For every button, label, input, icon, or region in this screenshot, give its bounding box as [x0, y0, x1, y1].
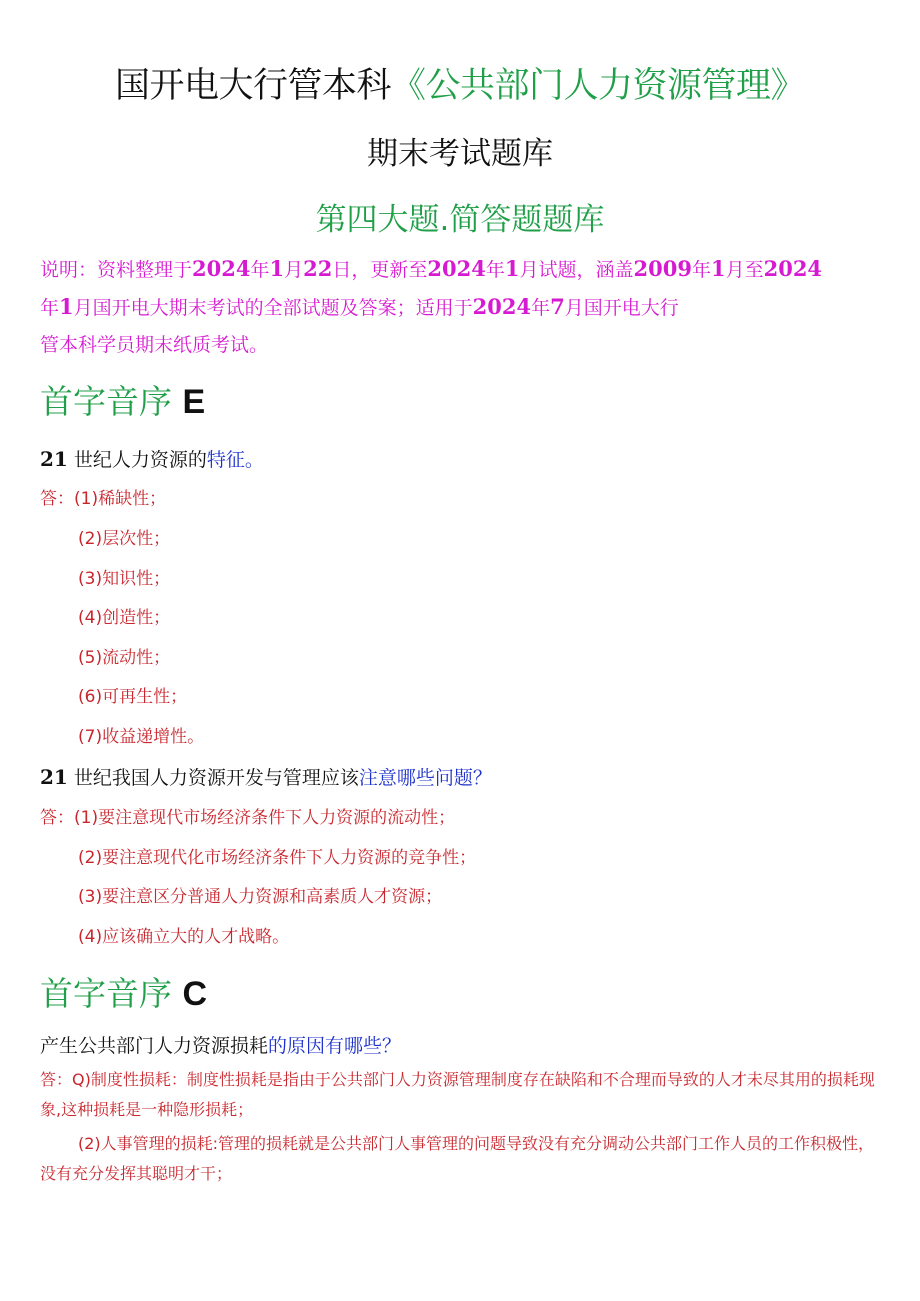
answer-line: 答：(1)要注意现代市场经济条件下人力资源的流动性；: [40, 808, 456, 828]
section-letter: E: [182, 383, 206, 421]
question-1: 21 世纪人力资源的特征。: [40, 447, 264, 471]
answer-line: (6)可再生性；: [78, 687, 188, 707]
section-index-e: [40, 380, 205, 424]
answer-paragraph: (2)人事管理的损耗:管理的损耗就是公共部门人事管理的问题导致没有充分调动公共部门工作人员的工作积极性，没有充分发挥其聪明才干；: [40, 1134, 875, 1183]
answer-paragraph: 答：Q)制度性损耗：制度性损耗是指由于公共部门人力资源管理制度存在缺陷和不合理而导致的人才未尽其用的损耗现象,这种损耗是一种隐形损耗；: [40, 1070, 875, 1119]
answer-line: (2)要注意现代化市场经济条件下人力资源的竞争性；: [78, 848, 477, 868]
answer-line: (4)创造性；: [78, 608, 171, 628]
section-label: 首字音序: [40, 382, 172, 421]
title-prefix: 国开电大行管本科: [114, 66, 391, 106]
note-line-1: 说明：资料整理于2024年1月22日，更新至2024年1月试题，涵盖2009年1月至2024: [40, 256, 823, 281]
answer-line: (3)要注意区分普通人力资源和高素质人才资源；: [78, 887, 443, 907]
question-3: 产生公共部门人力资源损耗的原因有哪些？: [40, 1035, 402, 1057]
answer-line: 答：(1)稀缺性；: [40, 489, 167, 509]
document-subtitle: 期末考试题库: [367, 136, 553, 172]
section-heading: 第四大题.简答题题库: [315, 202, 605, 238]
answer-line: (5)流动性；: [78, 648, 171, 668]
answer-line: (2)层次性；: [78, 529, 171, 549]
note-line-2: 年1月国开电大期末考试的全部试题及答案；适用于2024年7月国开电大行: [40, 294, 679, 319]
section-letter: C: [182, 975, 208, 1013]
title-course-name: 《公共部门人力资源管理》: [391, 66, 806, 106]
question-2: 21 世纪我国人力资源开发与管理应该注意哪些问题？: [40, 765, 492, 789]
answer-line: (3)知识性；: [78, 569, 171, 589]
answer-line: (7)收益递增性。: [78, 727, 205, 747]
note-line-3: 管本科学员期末纸质考试。: [40, 334, 269, 356]
document-title: [0, 62, 920, 110]
answer-line: (4)应该确立大的人才战略。: [78, 927, 290, 947]
section-label: 首字音序: [40, 974, 172, 1013]
section-index-c: [40, 972, 207, 1016]
